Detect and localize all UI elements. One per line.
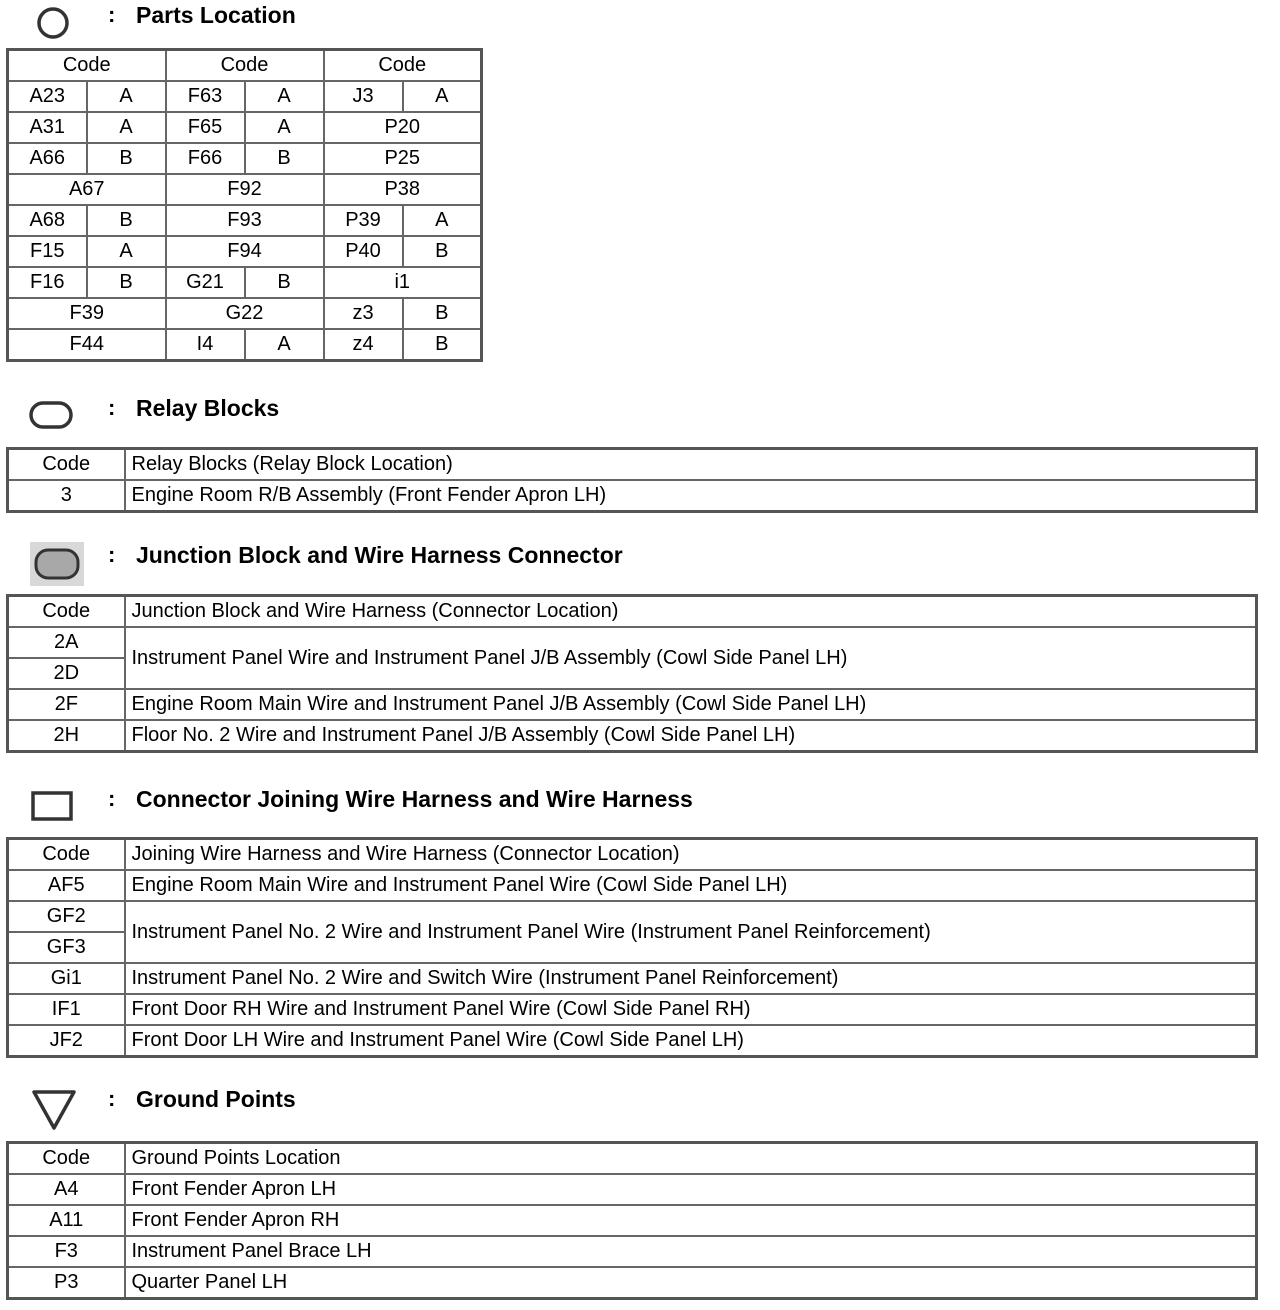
code-cell: GF3 [8, 932, 125, 963]
table-row [8, 205, 482, 236]
code-cell: P3 [8, 1267, 125, 1299]
section-title: Connector Joining Wire Harness and Wire Harness [136, 786, 693, 812]
junction-block-heading [0, 542, 900, 582]
code-cell: i1 [324, 267, 482, 298]
table-row [8, 81, 482, 112]
column-header: Code [8, 449, 125, 481]
table-row [8, 870, 1257, 901]
code-cell: P40 [324, 236, 403, 267]
code-cell: F15 [8, 236, 87, 267]
code-cell: F94 [166, 236, 324, 267]
code-cell: z4 [324, 329, 403, 361]
code-cell: A23 [8, 81, 87, 112]
relay-blocks-heading [0, 395, 900, 435]
triangle-down-icon [30, 1088, 78, 1132]
table-row [8, 480, 1257, 512]
relay-blocks-table [6, 447, 1258, 513]
location-letter-cell: A [403, 81, 482, 112]
code-cell: J3 [324, 81, 403, 112]
location-letter-cell: A [87, 236, 166, 267]
code-cell: z3 [324, 298, 403, 329]
location-letter-cell: A [87, 112, 166, 143]
description-cell: Engine Room Main Wire and Instrument Panel J/B Assembly (Cowl Side Panel LH) [125, 689, 1257, 720]
table-row [8, 1205, 1257, 1236]
table-row [8, 1174, 1257, 1205]
section-colon: : [108, 542, 116, 567]
code-cell: JF2 [8, 1025, 125, 1057]
ground-points-table [6, 1141, 1258, 1300]
table-row [8, 236, 482, 267]
table-row [8, 689, 1257, 720]
code-cell: 3 [8, 480, 125, 512]
table-row [8, 298, 482, 329]
rounded-rect-icon [28, 399, 74, 431]
section-colon: : [108, 2, 116, 27]
shaded-rounded-rect-icon [28, 542, 86, 586]
code-cell: G21 [166, 267, 245, 298]
column-header: Joining Wire Harness and Wire Harness (Connector Location) [125, 839, 1257, 871]
code-cell: A11 [8, 1205, 125, 1236]
code-cell: 2D [8, 658, 125, 689]
square-icon [30, 790, 74, 822]
description-cell: Front Door RH Wire and Instrument Panel Wire (Cowl Side Panel RH) [125, 994, 1257, 1025]
code-cell: P25 [324, 143, 482, 174]
table-header-row [8, 596, 1257, 628]
code-cell: F39 [8, 298, 166, 329]
code-cell: F3 [8, 1236, 125, 1267]
table-header-row [8, 449, 1257, 481]
table-header-row [8, 1143, 1257, 1175]
table-row [8, 1267, 1257, 1299]
code-cell: F44 [8, 329, 166, 361]
location-letter-cell: A [245, 81, 324, 112]
table-row [8, 627, 1257, 658]
code-cell: A68 [8, 205, 87, 236]
description-cell: Floor No. 2 Wire and Instrument Panel J/B Assembly (Cowl Side Panel LH) [125, 720, 1257, 752]
section-title: Ground Points [136, 1086, 296, 1112]
table-header-row [8, 839, 1257, 871]
parts-location-table [6, 48, 483, 362]
code-cell: GF2 [8, 901, 125, 932]
column-header: Relay Blocks (Relay Block Location) [125, 449, 1257, 481]
table-row [8, 267, 482, 298]
code-cell: F63 [166, 81, 245, 112]
table-row [8, 1025, 1257, 1057]
section-title: Relay Blocks [136, 395, 280, 421]
code-cell: A67 [8, 174, 166, 205]
section-colon: : [108, 395, 116, 420]
location-letter-cell: B [87, 205, 166, 236]
column-header: Code [8, 596, 125, 628]
table-row [8, 143, 482, 174]
section-title: Junction Block and Wire Harness Connector [136, 542, 623, 568]
code-cell: F93 [166, 205, 324, 236]
table-row [8, 901, 1257, 932]
code-cell: P38 [324, 174, 482, 205]
code-cell: 2H [8, 720, 125, 752]
column-header: Code [324, 50, 482, 82]
code-cell: A4 [8, 1174, 125, 1205]
circle-icon [36, 6, 70, 40]
table-row [8, 720, 1257, 752]
location-letter-cell: B [245, 267, 324, 298]
description-cell: Front Door LH Wire and Instrument Panel Wire (Cowl Side Panel LH) [125, 1025, 1257, 1057]
location-letter-cell: A [245, 112, 324, 143]
code-cell: AF5 [8, 870, 125, 901]
location-letter-cell: A [87, 81, 166, 112]
description-cell: Front Fender Apron RH [125, 1205, 1257, 1236]
location-letter-cell: B [87, 143, 166, 174]
location-letter-cell: B [403, 236, 482, 267]
table-header-row [8, 50, 482, 82]
column-header: Code [8, 1143, 125, 1175]
table-row [8, 329, 482, 361]
junction-block-table [6, 594, 1258, 753]
description-cell: Engine Room Main Wire and Instrument Panel Wire (Cowl Side Panel LH) [125, 870, 1257, 901]
description-cell: Engine Room R/B Assembly (Front Fender Apron LH) [125, 480, 1257, 512]
code-cell: Gi1 [8, 963, 125, 994]
table-row [8, 963, 1257, 994]
code-cell: P39 [324, 205, 403, 236]
connector-joining-table [6, 837, 1258, 1058]
description-cell: Instrument Panel No. 2 Wire and Switch Wire (Instrument Panel Reinforcement) [125, 963, 1257, 994]
connector-joining-heading [0, 786, 900, 826]
column-header: Ground Points Location [125, 1143, 1257, 1175]
code-cell: F66 [166, 143, 245, 174]
description-cell: Instrument Panel No. 2 Wire and Instrument Panel Wire (Instrument Panel Reinforcement) [125, 901, 1257, 963]
location-letter-cell: B [87, 267, 166, 298]
column-header: Code [8, 50, 166, 82]
code-cell: A31 [8, 112, 87, 143]
location-letter-cell: A [403, 205, 482, 236]
code-cell: I4 [166, 329, 245, 361]
table-row [8, 994, 1257, 1025]
location-letter-cell: B [403, 298, 482, 329]
code-cell: F65 [166, 112, 245, 143]
code-cell: 2A [8, 627, 125, 658]
column-header: Junction Block and Wire Harness (Connector Location) [125, 596, 1257, 628]
parts-location-heading [0, 2, 900, 42]
table-row [8, 1236, 1257, 1267]
column-header: Code [166, 50, 324, 82]
location-letter-cell: B [245, 143, 324, 174]
code-cell: P20 [324, 112, 482, 143]
description-cell: Front Fender Apron LH [125, 1174, 1257, 1205]
table-row [8, 112, 482, 143]
location-letter-cell: A [245, 329, 324, 361]
column-header: Code [8, 839, 125, 871]
description-cell: Quarter Panel LH [125, 1267, 1257, 1299]
section-colon: : [108, 1086, 116, 1111]
ground-points-heading [0, 1086, 900, 1126]
code-cell: F92 [166, 174, 324, 205]
code-cell: G22 [166, 298, 324, 329]
section-title: Parts Location [136, 2, 296, 28]
section-colon: : [108, 786, 116, 811]
code-cell: 2F [8, 689, 125, 720]
description-cell: Instrument Panel Wire and Instrument Panel J/B Assembly (Cowl Side Panel LH) [125, 627, 1257, 689]
description-cell: Instrument Panel Brace LH [125, 1236, 1257, 1267]
location-letter-cell: B [403, 329, 482, 361]
code-cell: F16 [8, 267, 87, 298]
code-cell: A66 [8, 143, 87, 174]
code-cell: IF1 [8, 994, 125, 1025]
table-row [8, 174, 482, 205]
